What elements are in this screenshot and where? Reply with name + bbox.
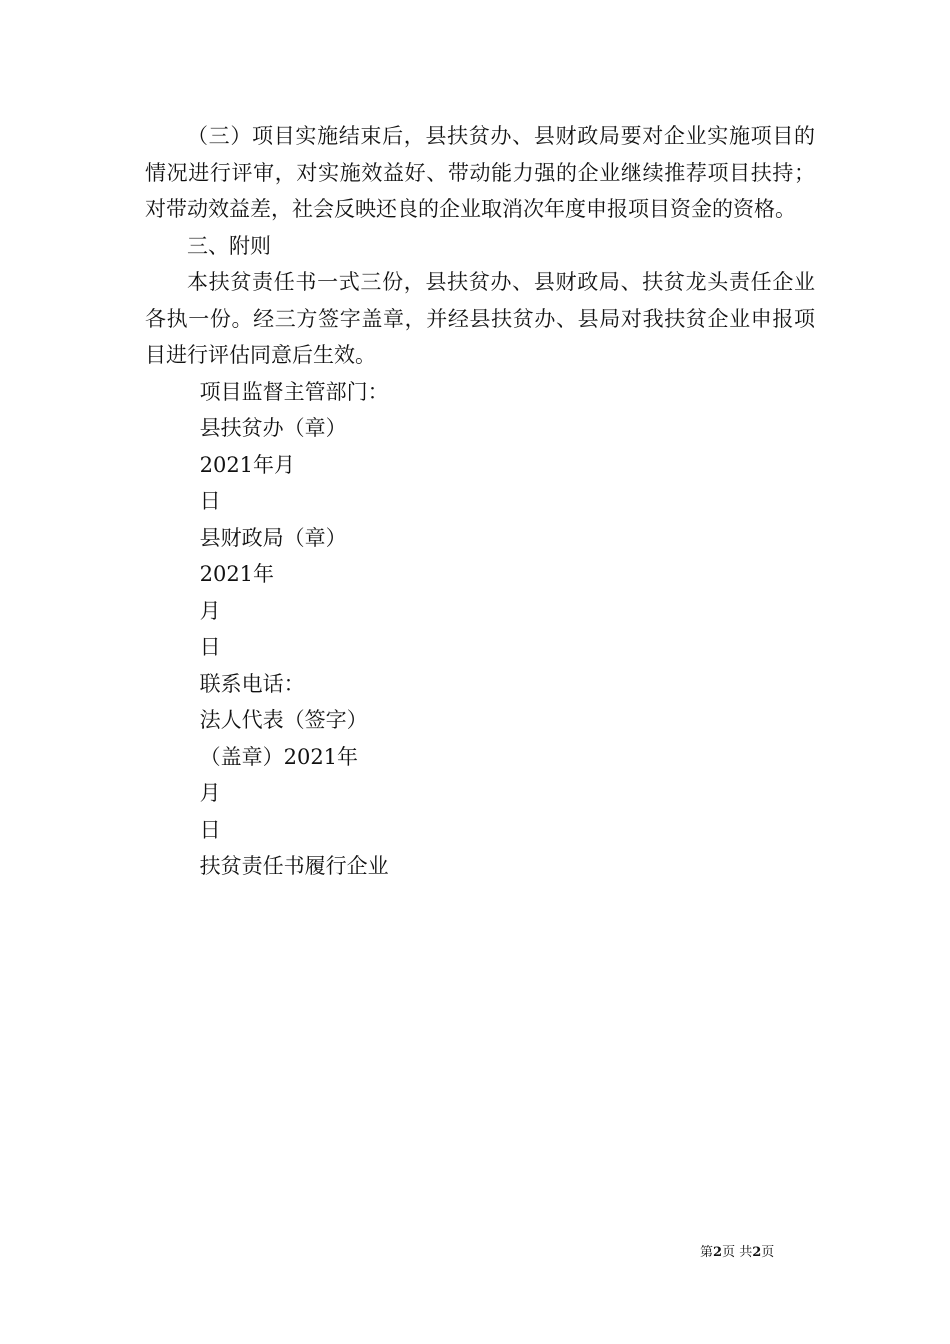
date-year-line: 2021年 [199,562,275,586]
footer-suffix: 页 [761,1245,775,1260]
page-number-footer [700,1244,820,1262]
date-month-line: 月 [199,781,221,805]
section-heading-appendix: 三、附则 [187,233,271,258]
date-line: 2021年月 [199,452,296,477]
legal-rep-signature-label: 法人代表（签字） [199,708,368,732]
document-body [145,118,815,885]
seal-date-line: （盖章）2021年 [199,744,359,769]
date-month-line: 月 [199,598,221,623]
paragraph-copies-clause: 本扶贫责任书一式三份，县扶贫办、县财政局、扶贫龙头责任企业各执一份。经三方签字盖章，并经县扶贫办、县局对我扶贫企业申报项目进行评估同意后生效。 [145,270,815,367]
contact-phone-label: 联系电话： [199,671,305,696]
finance-bureau-seal-label: 县财政局（章） [199,525,347,550]
supervisor-department-label: 项目监督主管部门： [199,379,389,404]
performing-enterprise-label: 扶贫责任书履行企业 [199,854,389,878]
date-day-line: 日 [199,817,221,842]
poverty-office-seal-label: 县扶贫办（章） [199,416,347,440]
footer-prefix: 第 [700,1245,714,1260]
paragraph-review-clause: （三）项目实施结束后，县扶贫办、县财政局要对企业实施项目的情况进行评审，对实施效益好、带动能力强的企业继续推荐项目扶持；对带动效益差，社会反映还良的企业取消次年度申报项目资金的资格。 [145,124,815,221]
footer-current-page: 2 [713,1245,723,1260]
date-day-line: 日 [199,635,221,659]
footer-total-pages: 2 [752,1245,762,1260]
footer-middle: 页 共 [722,1245,753,1260]
date-day-line: 日 [199,489,221,513]
